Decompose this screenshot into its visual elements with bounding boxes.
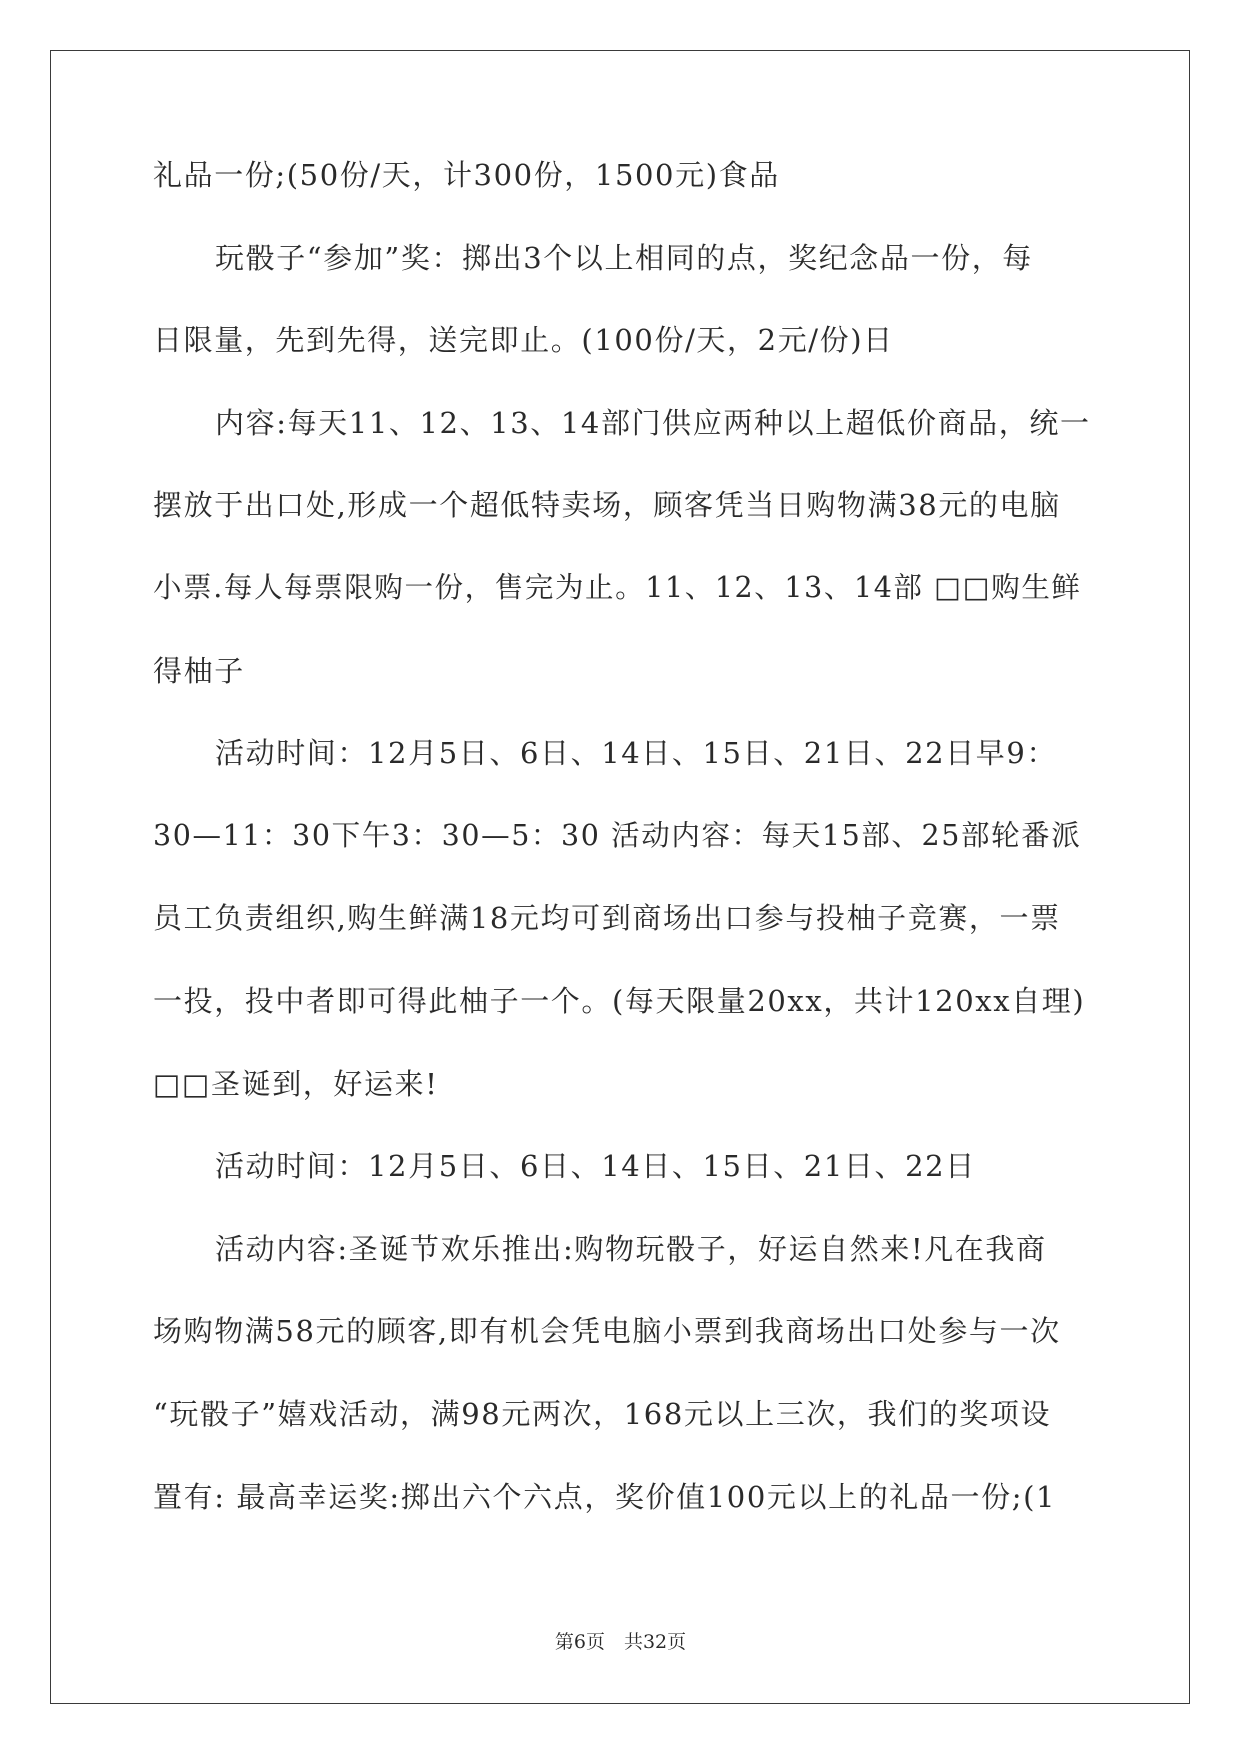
text-line: 小票.每人每票限购一份，售完为止。11、12、13、14部 □□购生鲜 — [153, 570, 1082, 604]
text-line: 得柚子 — [153, 653, 245, 688]
text-line: 30—11：30下午3：30—5：30 活动内容：每天15部、25部轮番派 — [153, 818, 1082, 852]
text-line: 玩骰子“参加”奖：掷出3个以上相同的点，奖纪念品一份，每 — [215, 240, 1033, 275]
text-line: 摆放于出口处,形成一个超低特卖场，顾客凭当日购物满38元的电脑 — [153, 488, 1061, 523]
text-line: “玩骰子”嬉戏活动，满98元两次，168元以上三次，我们的奖项设 — [153, 1396, 1052, 1431]
text-line: 活动内容:圣诞节欢乐推出:购物玩骰子，好运自然来!凡在我商 — [215, 1231, 1047, 1266]
text-line: 内容:每天11、12、13、14部门供应两种以上超低价商品，统一 — [215, 405, 1091, 440]
page-number: 第6页 共32页 — [554, 1631, 687, 1653]
text-line: 一投，投中者即可得此柚子一个。(每天限量20xx，共计120xx自理) — [153, 983, 1086, 1018]
text-line: 活动时间：12月5日、6日、14日、15日、21日、22日早9： — [215, 736, 1058, 771]
text-line: 员工负责组织,购生鲜满18元均可到商场出口参与投柚子竞赛，一票 — [153, 901, 1061, 936]
text-line: □□圣诞到，好运来! — [153, 1066, 439, 1101]
text-line: 日限量，先到先得，送完即止。(100份/天，2元/份)日 — [153, 323, 894, 358]
text-line: 礼品一份;(50份/天，计300份，1500元)食品 — [153, 158, 780, 192]
text-line: 场购物满58元的顾客,即有机会凭电脑小票到我商场出口处参与一次 — [153, 1314, 1061, 1349]
document-body — [153, 160, 1093, 1564]
text-line: 活动时间：12月5日、6日、14日、15日、21日、22日 — [215, 1149, 976, 1184]
text-line: 置有: 最高幸运奖:掷出六个六点，奖价值100元以上的礼品一份;(1 — [153, 1479, 1057, 1514]
